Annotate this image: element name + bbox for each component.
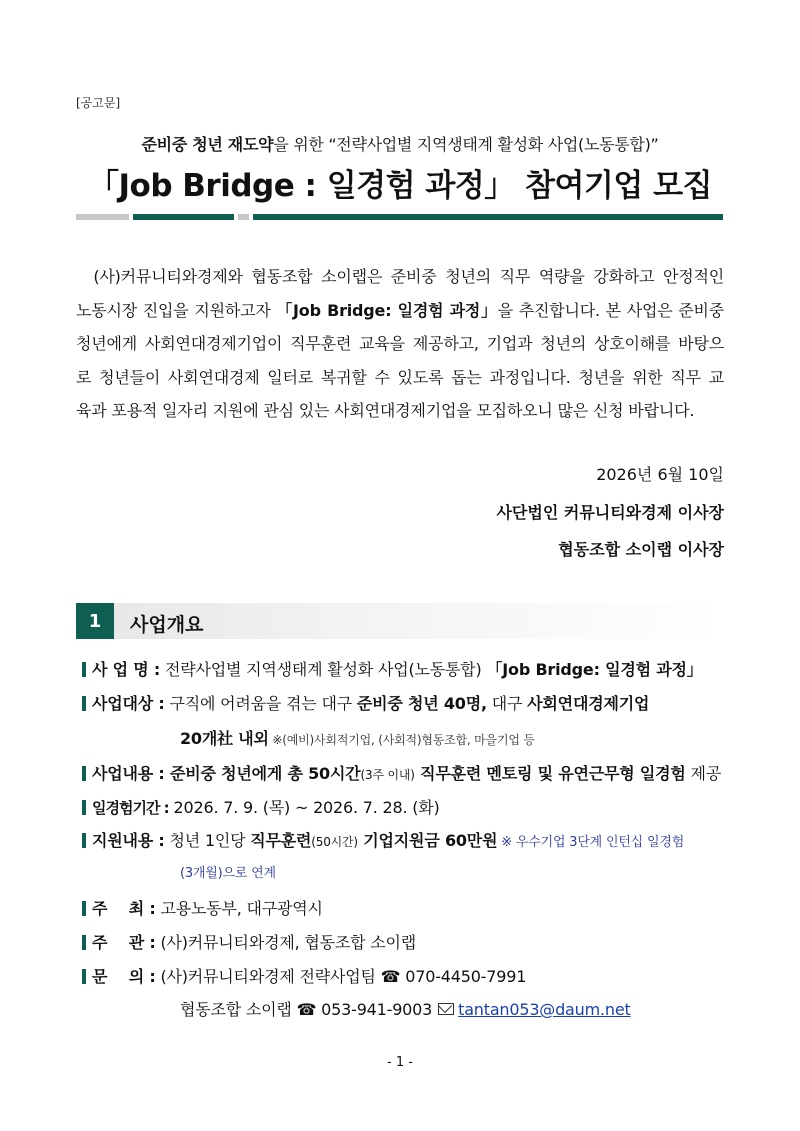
section-header-bar — [114, 603, 724, 639]
item-target-cont: 20개社 내외 ※(예비)사회적기업, (사회적)협동조합, 마을기업 등 — [180, 729, 535, 748]
item-target: 사업대상 : 구직에 어려움을 겪는 대구 준비중 청년 40명, 대구 사회연대경제기업 — [82, 691, 649, 714]
item-host: 주 최 : 고용노동부, 대구광역시 — [82, 896, 323, 919]
item-contact-cont: 협동조합 소이랩 ☎ 053-941-9003 tantan053@daum.net — [180, 1000, 631, 1019]
intro-line-5: 육과 포용적 일자리 지원에 관심 있는 사회연대경제기업을 모집하오니 많은 신청 바랍니다. — [76, 401, 695, 421]
bullet-marker — [82, 901, 86, 916]
bullet-marker — [82, 800, 86, 815]
intro-line-2: 노동시장 진입을 지원하고자 「Job Bridge: 일경험 과정」을 추진합니다. 본 사업은 준비중 — [76, 300, 724, 320]
intro-paragraph — [76, 260, 724, 428]
email-link[interactable]: tantan053@daum.net — [458, 1000, 631, 1019]
item-period: 일경험기간 : 2026. 7. 9. (목) ~ 2026. 7. 28. (화) — [82, 795, 440, 818]
divider-gray-2 — [238, 214, 249, 220]
bullet-marker — [82, 662, 86, 677]
item-support-cont: (3개월)으로 연계 — [180, 866, 276, 881]
bullet-marker — [82, 935, 86, 950]
page-title: 「Job Bridge : 일경험 과정」 참여기업 모집 — [87, 168, 713, 204]
bullet-marker — [82, 833, 86, 848]
intro-line-3: 청년에게 사회연대경제기업이 직무훈련 교육을 제공하고, 기업과 청년의 상호이해를 바탕으 — [76, 334, 724, 354]
item-contact: 문 의 : (사)커뮤니티와경제 전략사업팀 ☎ 070-4450-7991 — [82, 964, 526, 987]
signatory-1: 사단법인 커뮤니티와경제 이사장 — [496, 503, 724, 522]
page-number: - 1 - — [387, 1055, 413, 1070]
divider-green-1 — [133, 214, 234, 220]
mail-icon — [438, 1003, 454, 1015]
notice-date: 2026년 6월 10일 — [596, 465, 724, 484]
signatory-2: 협동조합 소이랩 이사장 — [558, 540, 724, 559]
subtitle-bold: 준비중 청년 재도약 — [141, 135, 274, 154]
notice-tag: [공고문] — [76, 96, 121, 110]
item-organizer: 주 관 : (사)커뮤니티와경제, 협동조합 소이랩 — [82, 930, 416, 953]
section-title: 사업개요 — [130, 614, 204, 636]
subtitle — [0, 132, 800, 155]
item-support: 지원내용 : 청년 1인당 직무훈련(50시간) 기업지원금 60만원 ※ 우수기업 3단계 인턴십 일경험 — [82, 828, 684, 851]
item-content: 사업내용 : 준비중 청년에게 총 50시간(3주 이내) 직무훈련 멘토링 및 유연근무형 일경험 제공 — [82, 761, 721, 784]
subtitle-rest: 을 위한 “전략사업별 지역생태계 활성화 사업(노동통합)” — [273, 135, 659, 154]
bullet-marker — [82, 696, 86, 711]
bullet-marker — [82, 766, 86, 781]
intro-line-1: (사)커뮤니티와경제와 협동조합 소이랩은 준비중 청년의 직무 역량을 강화하고 안정적인 — [93, 267, 724, 286]
divider-gray-1 — [76, 214, 129, 220]
section-number: 1 — [76, 603, 114, 639]
bullet-marker — [82, 969, 86, 984]
intro-line-4: 로 청년들이 사회연대경제 일터로 복귀할 수 있도록 돕는 과정입니다. 청년을 위한 직무 교 — [76, 367, 724, 387]
divider-green-2 — [253, 214, 723, 220]
item-project-name: 사 업 명 : 전략사업별 지역생태계 활성화 사업(노동통합) 「Job Bridge: 일경험 과정」 — [82, 657, 703, 680]
